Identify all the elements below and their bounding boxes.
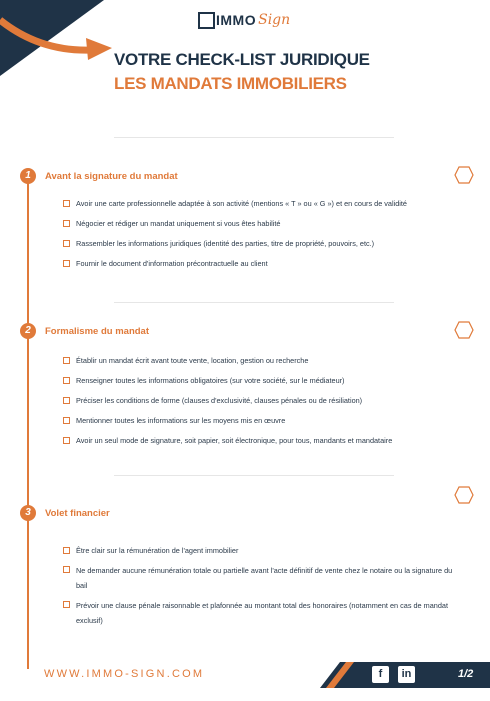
section-title: Avant la signature du mandat — [45, 171, 178, 182]
checklist-item — [63, 434, 463, 448]
checkbox[interactable] — [63, 566, 70, 573]
checkbox[interactable] — [63, 357, 70, 364]
section-items — [63, 544, 463, 628]
checkbox[interactable] — [63, 240, 70, 247]
corner-decoration — [0, 0, 120, 82]
checkbox[interactable] — [63, 601, 70, 608]
checkbox[interactable] — [63, 437, 70, 444]
section-title: Volet financier — [45, 508, 110, 519]
section-number-badge: 2 — [20, 323, 36, 339]
checkbox[interactable] — [63, 200, 70, 207]
checklist-item-text: Négocier et rédiger un mandat uniquement si vous êtes habilité — [76, 219, 281, 228]
checklist-item-text: Être clair sur la rémunération de l'agent immobilier — [76, 546, 239, 555]
section-number-badge: 3 — [20, 505, 36, 521]
checklist-item — [63, 394, 463, 408]
checklist-item — [63, 544, 463, 558]
checklist-item-text: Mentionner toutes les informations sur les moyens mis en œuvre — [76, 416, 286, 425]
logo-script-text: Sign — [258, 12, 291, 28]
checklist-item — [63, 237, 463, 251]
divider — [114, 137, 394, 138]
checklist-item — [63, 354, 463, 368]
checklist-item-text: Prévoir une clause pénale raisonnable et plafonnée au montant total des honoraires (notamment en cas de mandat exclusif) — [76, 601, 448, 625]
checklist-item-text: Rassembler les informations juridiques (identité des parties, titre de propriété, pouvoirs, etc.) — [76, 239, 375, 248]
checklist-item-text: Avoir un seul mode de signature, soit papier, soit électronique, pour tous, mandants et mandataire — [76, 436, 393, 445]
checklist-item — [63, 598, 463, 628]
checklist-item — [63, 257, 463, 271]
section-items — [63, 354, 463, 448]
checklist-item-text: Avoir une carte professionnelle adaptée à son activité (mentions « T » ou « G ») et en cours de validité — [76, 199, 407, 208]
hexagon-icon — [454, 321, 474, 339]
checkbox[interactable] — [63, 377, 70, 384]
hexagon-icon — [454, 486, 474, 504]
page-title: VOTRE CHECK-LIST JURIDIQUE — [114, 50, 370, 69]
checkbox[interactable] — [63, 547, 70, 554]
checklist-item — [63, 414, 463, 428]
facebook-icon[interactable]: f — [372, 666, 389, 683]
checklist-item-text: Fournir le document d'information précontractuelle au client — [76, 259, 268, 268]
checklist-item — [63, 217, 463, 231]
checklist-item — [63, 197, 463, 211]
logo-box-icon — [198, 12, 215, 29]
logo — [198, 9, 290, 31]
section-items — [63, 197, 463, 271]
logo-main-text: IMMO — [216, 12, 257, 28]
checkbox[interactable] — [63, 397, 70, 404]
checkbox[interactable] — [63, 220, 70, 227]
checkbox[interactable] — [63, 417, 70, 424]
checklist-item — [63, 374, 463, 388]
checklist-item-text: Ne demander aucune rémunération totale ou partielle avant l'acte définitif de vente chez le notaire ou la signature du bail — [76, 566, 453, 590]
checklist-item-text: Renseigner toutes les informations obligatoires (sur votre société, sur le médiateur) — [76, 376, 345, 385]
divider — [114, 302, 394, 303]
section-title: Formalisme du mandat — [45, 326, 149, 337]
linkedin-icon[interactable]: in — [398, 666, 415, 683]
timeline-line — [27, 176, 29, 669]
checklist-item-text: Établir un mandat écrit avant toute vente, location, gestion ou recherche — [76, 356, 309, 365]
checklist-item-text: Préciser les conditions de forme (clauses d'exclusivité, clauses pénales ou de résiliation) — [76, 396, 363, 405]
divider — [114, 475, 394, 476]
footer-url-link[interactable]: WWW.IMMO-SIGN.COM — [44, 668, 205, 680]
section-number-badge: 1 — [20, 168, 36, 184]
checklist-item — [63, 563, 463, 593]
page-subtitle: LES MANDATS IMMOBILIERS — [114, 74, 347, 93]
checkbox[interactable] — [63, 260, 70, 267]
hexagon-icon — [454, 166, 474, 184]
page-number: 1/2 — [458, 668, 474, 680]
